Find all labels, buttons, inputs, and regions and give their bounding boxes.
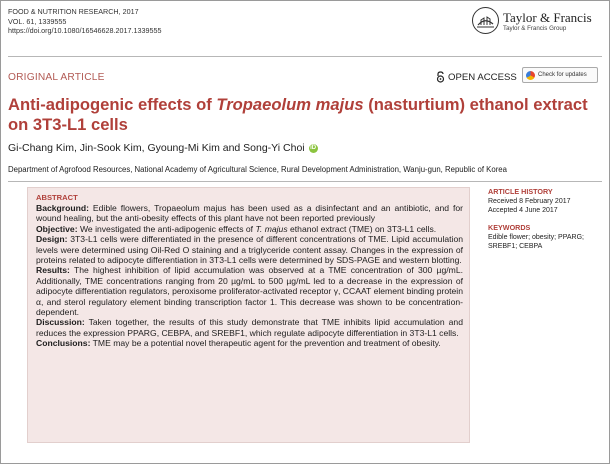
received-date: Received 8 February 2017 bbox=[488, 198, 571, 206]
affiliation-divider bbox=[8, 181, 602, 182]
publisher-name: Taylor & Francis bbox=[503, 10, 592, 25]
abstract-background bbox=[36, 203, 463, 224]
journal-volume: VOL. 61, 1339555 bbox=[8, 16, 67, 26]
check-for-updates-label: Check for updates bbox=[538, 72, 587, 78]
journal-name: FOOD & NUTRITION RESEARCH, 2017 bbox=[8, 7, 139, 16]
abstract-results bbox=[36, 265, 463, 317]
title-part-2: (nasturtium) ethanol extract on 3T3-L1 cells bbox=[8, 95, 588, 134]
abstract-conclusions bbox=[36, 338, 463, 348]
abstract-body bbox=[36, 203, 463, 349]
title-species: Tropaeolum majus bbox=[216, 95, 364, 114]
keywords-text: Edible flower; obesity; PPARG; SREBF1; CEBPA bbox=[488, 233, 584, 251]
article-sidebar bbox=[488, 187, 604, 258]
conclusions-text: TME may be a potential novel therapeutic agent for the prevention and treatment of obesity. bbox=[90, 338, 441, 349]
design-text: 3T3-L1 cells were differentiated in the presence of different concentrations of TME. Lipid accumulation levels were determined using Oil-Red O staining and a triglyceride content assay. Changes in the expression of proteins related to adipocyte differentiation in 3T3-L1 cells were determined by SDS-PAGE and western blotting. bbox=[36, 234, 463, 266]
accepted-date: Accepted 4 June 2017 bbox=[488, 207, 558, 215]
publisher-group: Taylor & Francis Group bbox=[503, 25, 567, 32]
article-title bbox=[8, 95, 604, 134]
keywords bbox=[488, 223, 604, 252]
journal-doi-link[interactable]: https://doi.org/10.1080/16546628.2017.1339555 bbox=[8, 26, 162, 36]
objective-text-before: We investigated the anti-adipogenic effects of bbox=[77, 223, 256, 234]
article-history bbox=[488, 187, 604, 216]
title-part-1: Anti-adipogenic effects of bbox=[8, 95, 217, 114]
abstract-design bbox=[36, 234, 463, 265]
design-label: Design: bbox=[36, 234, 68, 245]
results-text: The highest inhibition of lipid accumulation was observed at a TME concentration of 300 µg/mL. Additionally, TME concentrations ranging from 20 µg/mL to 500 µg/mL led to a decrease in the expression of adipocyte differentiation regulators, peroxisome proliferator-activated receptor γ, CCAAT element binding protein α, and sterol regulatory element binding transcription factor 1. This decrease was shown to be concentration-dependent. bbox=[36, 265, 463, 318]
discussion-text: Taken together, the results of this study demonstrate that TME inhibits lipid accumulation and reduces the expression PPARG, CEBPA, and SREBF1, which regulate adipocyte differentiation in 3T3-L1 cells. bbox=[36, 317, 463, 338]
check-for-updates-button[interactable] bbox=[522, 67, 598, 83]
authors-text: Gi-Chang Kim, Jin-Sook Kim, Gyoung-Mi Kim and Song-Yi Choi bbox=[8, 142, 305, 154]
header-divider bbox=[8, 56, 602, 57]
keywords-heading: KEYWORDS bbox=[488, 222, 531, 232]
article-history-heading: ARTICLE HISTORY bbox=[488, 187, 553, 196]
publisher-emblem-icon bbox=[472, 7, 499, 34]
conclusions-label: Conclusions: bbox=[36, 338, 91, 349]
results-label: Results: bbox=[36, 265, 70, 276]
publisher-logo bbox=[472, 7, 600, 37]
abstract-discussion bbox=[36, 317, 463, 338]
objective-text-after: ethanol extract (TME) on 3T3-L1 cells. bbox=[287, 223, 437, 234]
open-access-badge bbox=[436, 71, 517, 83]
journal-info bbox=[8, 7, 161, 36]
crossmark-icon bbox=[526, 71, 535, 80]
article-type: ORIGINAL ARTICLE bbox=[8, 72, 105, 83]
background-text: Edible flowers, Tropaeolum majus has been used as a disinfectant and an antibiotic, and for wound healing, but the anti-obesity effects of this plant have not been reported previously bbox=[36, 203, 463, 224]
objective-species: T. majus bbox=[255, 223, 288, 234]
orcid-icon[interactable]: iD bbox=[310, 144, 317, 151]
author-list bbox=[8, 142, 318, 154]
abstract-box bbox=[27, 187, 470, 443]
discussion-label: Discussion: bbox=[36, 317, 85, 328]
abstract-heading: ABSTRACT bbox=[36, 193, 78, 202]
objective-label: Objective: bbox=[36, 223, 78, 234]
abstract-objective bbox=[36, 224, 463, 234]
open-access-label: OPEN ACCESS bbox=[448, 71, 517, 83]
affiliation: Department of Agrofood Resources, National Academy of Agricultural Science, Rural Development Administration, Wanju-gun, Republic of Korea bbox=[8, 165, 507, 174]
open-access-lock-icon bbox=[436, 71, 445, 83]
background-label: Background: bbox=[36, 203, 89, 213]
